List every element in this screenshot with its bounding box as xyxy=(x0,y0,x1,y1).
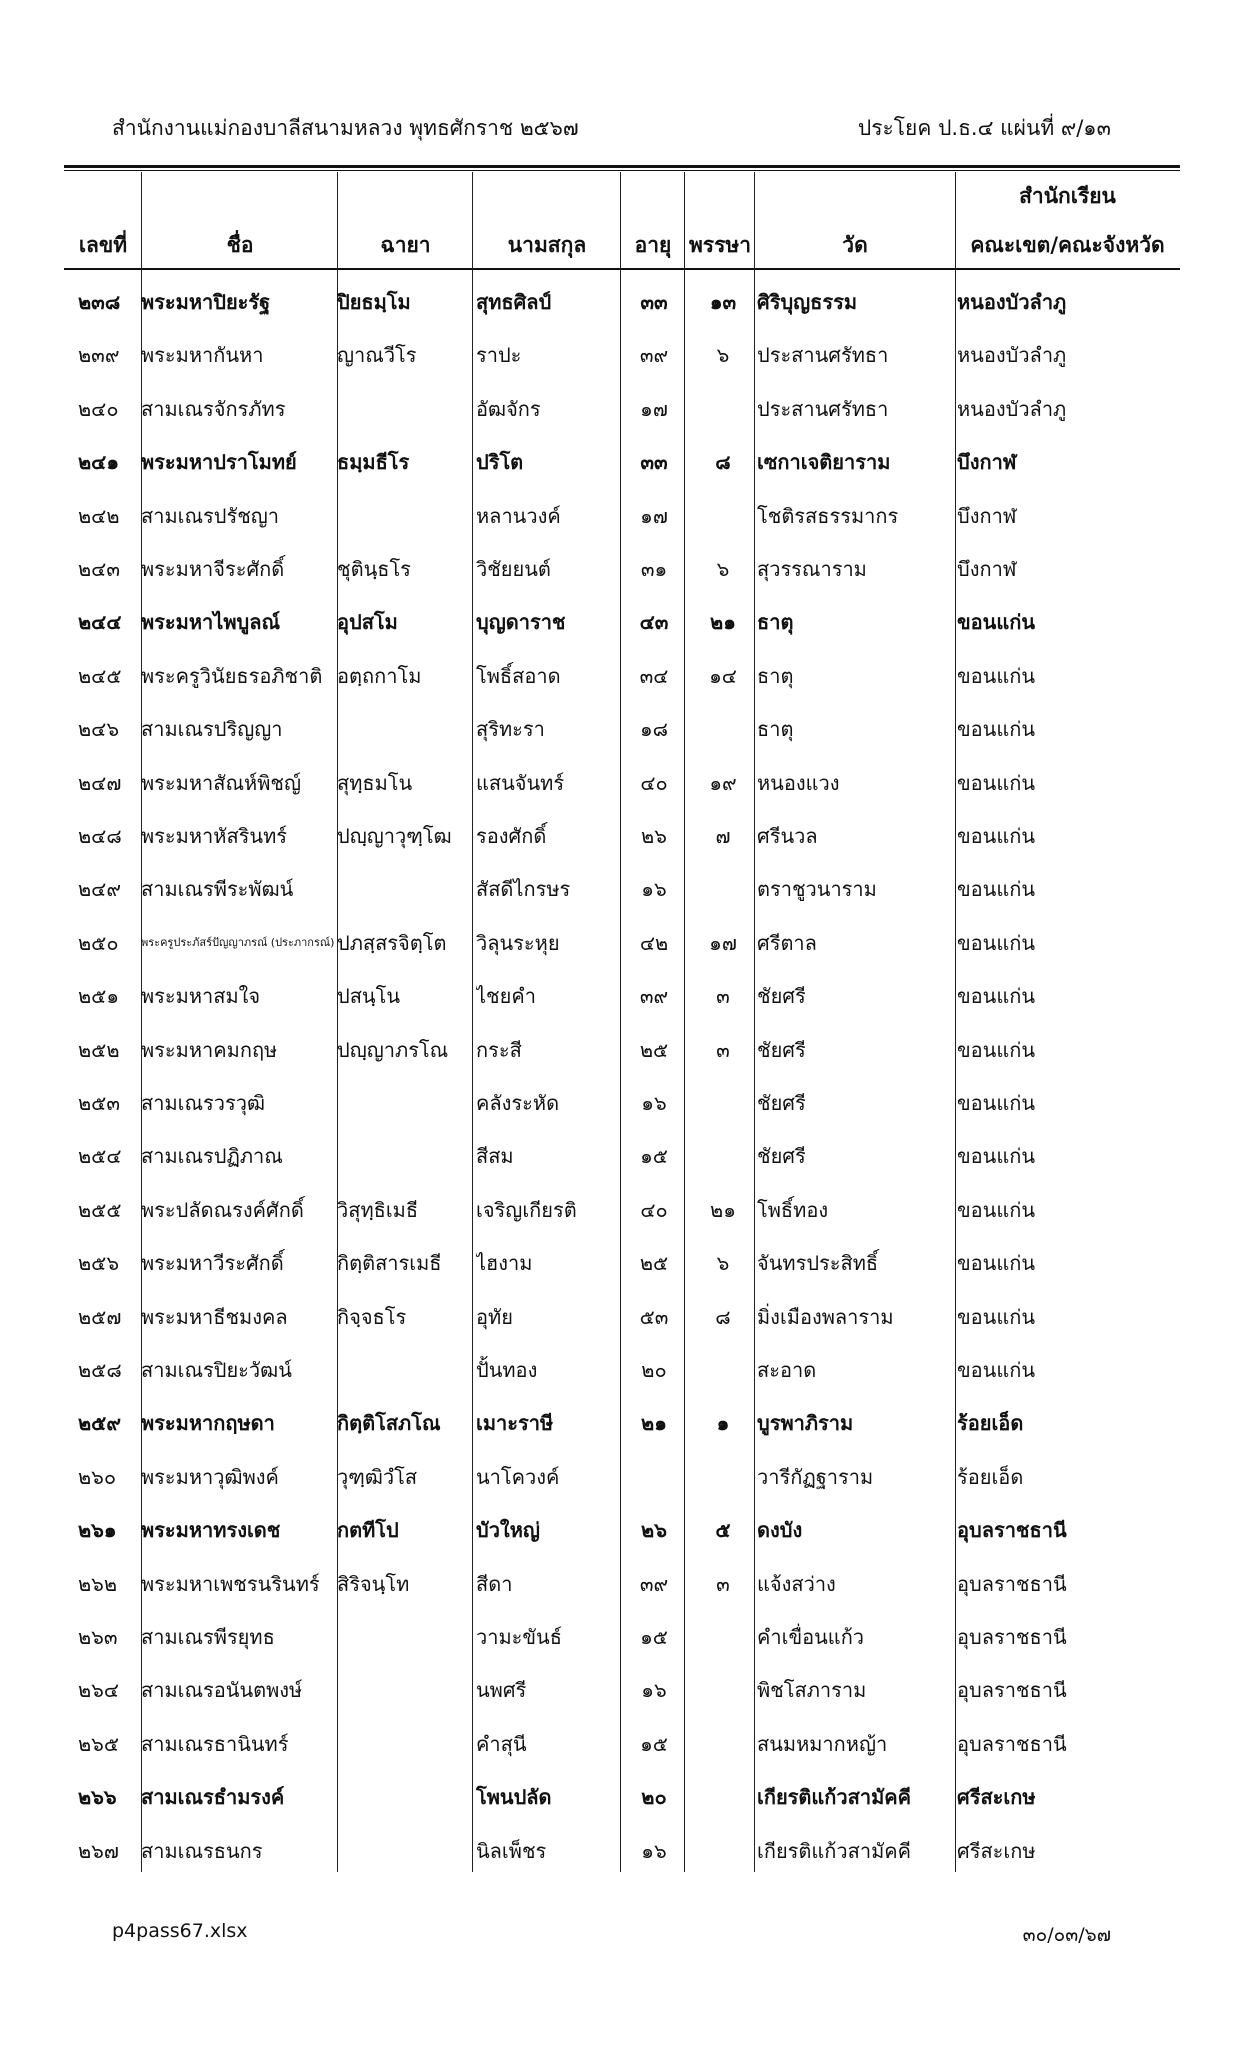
row-school: ขอนแก่น xyxy=(957,770,1036,795)
row-years: ๖ xyxy=(716,557,730,581)
table-row xyxy=(64,1821,1180,1874)
row-number: ๒๔๓ xyxy=(78,557,120,581)
table-row xyxy=(64,1500,1180,1553)
row-surname: สีดา xyxy=(476,1571,513,1596)
col-header-school-line2: คณะเขต/คณะจังหวัด xyxy=(970,233,1165,257)
row-years: ๖ xyxy=(716,1251,730,1276)
row-surname: โพนปลัด xyxy=(476,1785,552,1810)
row-name: พระมหาวุฒิพงค์ xyxy=(141,1464,279,1489)
row-name: พระมหาปิยะรัฐ xyxy=(141,290,271,314)
row-number: ๒๖๑ xyxy=(78,1518,117,1543)
row-school: ขอนแก่น xyxy=(957,984,1036,1009)
row-surname: อุทัย xyxy=(476,1304,513,1329)
row-temple: ศรีนวล xyxy=(757,824,818,848)
row-surname: วิชัยยนต์ xyxy=(476,557,551,581)
table-row xyxy=(64,1554,1180,1607)
row-temple: ดงบัง xyxy=(757,1518,803,1543)
col-header-name: ชื่อ xyxy=(226,233,254,257)
row-surname: เมาะราษี xyxy=(476,1411,554,1436)
row-age: ๒๖ xyxy=(641,1518,667,1543)
row-number: ๒๖๕ xyxy=(78,1731,120,1756)
row-number: ๒๔๘ xyxy=(78,824,122,848)
row-age: ๑๕ xyxy=(640,1144,668,1169)
row-number: ๒๕๙ xyxy=(78,1411,121,1436)
row-years: ๖ xyxy=(716,343,730,368)
row-ordination-name: กิตฺติสารเมธี xyxy=(337,1251,442,1276)
row-surname: ไชยคำ xyxy=(476,984,536,1009)
row-age: ๑๗ xyxy=(640,396,668,421)
row-years: ๑๓ xyxy=(709,290,737,314)
row-years: ๒๑ xyxy=(710,610,736,635)
row-school: ขอนแก่น xyxy=(957,824,1036,848)
row-name: สามเณรปิยะวัฒน์ xyxy=(141,1358,292,1382)
row-years: ๓ xyxy=(716,1571,730,1596)
row-age: ๓๙ xyxy=(639,984,669,1009)
row-ordination-name: สุทฺธมโน xyxy=(337,770,413,795)
row-temple: ชัยศรี xyxy=(757,984,806,1009)
row-name: พระมหาจีระศักดิ์ xyxy=(141,557,285,581)
row-age: ๒๕ xyxy=(639,1037,669,1062)
row-school: อุบลราชธานี xyxy=(957,1518,1067,1543)
row-surname: นิลเพ็ชร xyxy=(476,1838,547,1863)
col-header-temple: วัด xyxy=(842,233,868,257)
row-number: ๒๔๒ xyxy=(78,503,120,528)
row-school: ขอนแก่น xyxy=(957,930,1036,955)
row-temple: สะอาด xyxy=(757,1358,817,1382)
row-ordination-name: ปิยธมฺโม xyxy=(337,290,411,314)
row-name: พระมหาทรงเดช xyxy=(141,1518,281,1543)
row-age: ๓๓ xyxy=(640,290,668,314)
row-school: ศรีสะเกษ xyxy=(957,1838,1036,1863)
row-temple: โพธิ์ทอง xyxy=(757,1197,829,1222)
row-name: พระมหาหัสรินทร์ xyxy=(141,824,287,848)
row-number: ๒๕๐ xyxy=(78,930,119,955)
row-temple: เซกาเจติยาราม xyxy=(757,450,891,475)
row-age: ๒๑ xyxy=(641,1411,667,1436)
row-number: ๒๔๕ xyxy=(78,663,122,688)
table-row xyxy=(64,806,1180,859)
row-school: ศรีสะเกษ xyxy=(957,1785,1036,1810)
row-number: ๒๔๖ xyxy=(78,717,120,742)
row-number: ๒๖๒ xyxy=(78,1571,118,1596)
row-temple: เกียรติแก้วสามัคคี xyxy=(757,1838,912,1863)
row-number: ๒๕๑ xyxy=(78,984,120,1009)
row-age: ๑๗ xyxy=(640,503,668,528)
row-temple: ธาตุ xyxy=(757,610,794,635)
row-age: ๒๕ xyxy=(639,1251,669,1276)
page-footer-right: ๓๐/๐๓/๖๗ xyxy=(1022,1924,1111,1946)
row-surname: หลานวงค์ xyxy=(476,503,561,528)
row-number: ๒๖๗ xyxy=(78,1838,119,1863)
table-row xyxy=(64,1073,1180,1126)
row-age: ๒๖ xyxy=(641,824,667,848)
row-surname: รองศักดิ์ xyxy=(476,824,547,848)
row-temple: บูรพาภิราม xyxy=(757,1411,854,1436)
row-school: อุบลราชธานี xyxy=(957,1731,1067,1756)
row-school: อุบลราชธานี xyxy=(957,1625,1067,1649)
row-temple: พิชโสภาราม xyxy=(757,1678,867,1703)
row-surname: ราปะ xyxy=(476,343,522,368)
row-school: อุบลราชธานี xyxy=(957,1678,1067,1703)
row-number: ๒๔๔ xyxy=(78,610,122,635)
row-school: หนองบัวลำภู xyxy=(957,343,1067,368)
row-number: ๒๔๑ xyxy=(78,450,120,475)
row-number: ๒๕๕ xyxy=(78,1197,122,1222)
row-number: ๒๕๓ xyxy=(78,1091,120,1115)
table-row xyxy=(64,432,1180,485)
row-temple: ตราชูวนาราม xyxy=(757,877,877,902)
row-name: พระครูวินัยธรอภิชาติ xyxy=(141,663,323,688)
row-temple: ชัยศรี xyxy=(757,1037,806,1062)
row-name: สามเณรปริญญา xyxy=(141,717,283,742)
table-row xyxy=(64,1233,1180,1286)
row-age: ๔๒ xyxy=(639,930,669,955)
row-ordination-name: ปสนฺโน xyxy=(337,984,400,1009)
row-years: ๓ xyxy=(716,984,730,1009)
table-row xyxy=(64,486,1180,539)
row-school: ขอนแก่น xyxy=(957,1304,1036,1329)
table-row xyxy=(64,1340,1180,1393)
row-age: ๑๘ xyxy=(639,717,669,742)
row-surname: แสนจันทร์ xyxy=(476,770,565,795)
row-surname: วามะขันธ์ xyxy=(476,1625,562,1649)
row-age: ๔๓ xyxy=(639,610,669,635)
row-surname: เจริญเกียรติ xyxy=(476,1197,577,1222)
row-surname: อัฒจักร xyxy=(476,396,541,421)
table-header-rule xyxy=(64,268,1180,270)
row-school: บึงกาฬ xyxy=(957,450,1017,475)
row-age: ๑๖ xyxy=(641,877,667,902)
row-number: ๒๖๓ xyxy=(78,1625,118,1649)
col-header-age: อายุ xyxy=(634,233,672,257)
row-temple: วารีกัฏฐาราม xyxy=(757,1464,874,1489)
row-name: พระครูประภัสร์ปัญญาภรณ์ (ประภากรณ์) xyxy=(141,935,335,949)
row-name: พระมหาคมกฤษ xyxy=(141,1037,278,1062)
row-ordination-name: ปญฺญาวุฑฺโฒ xyxy=(337,824,452,848)
row-name: สามเณรธนกร xyxy=(141,1838,263,1863)
table-row xyxy=(64,859,1180,912)
table-row xyxy=(64,592,1180,645)
row-age: ๔๐ xyxy=(640,770,668,795)
row-number: ๒๔๗ xyxy=(78,770,122,795)
table-row xyxy=(64,1126,1180,1179)
row-school: ขอนแก่น xyxy=(957,717,1036,742)
row-name: พระมหาสมใจ xyxy=(141,984,261,1009)
row-ordination-name: ชุตินฺธโร xyxy=(337,557,411,581)
row-number: ๒๕๗ xyxy=(78,1304,122,1329)
table-top-rule-thin xyxy=(64,170,1180,171)
row-number: ๒๕๔ xyxy=(78,1144,122,1169)
row-name: สามเณรพีระพัฒน์ xyxy=(141,877,294,902)
row-age: ๑๕ xyxy=(640,1731,668,1756)
row-name: พระมหาเพชรนรินทร์ xyxy=(141,1571,320,1596)
table-row xyxy=(64,1767,1180,1820)
row-surname: บัวใหญ่ xyxy=(476,1518,540,1543)
row-age: ๓๑ xyxy=(640,557,668,581)
row-surname: วิลุนระหุย xyxy=(476,930,560,955)
row-surname: ปริโต xyxy=(476,450,524,475)
row-ordination-name: ธมฺมธีโร xyxy=(337,450,410,475)
row-temple: ประสานศรัทธา xyxy=(757,396,889,421)
row-surname: สัสดีไกรษร xyxy=(476,877,571,902)
row-name: สามเณรจักรภัทร xyxy=(141,396,286,421)
row-temple: คำเขื่อนแก้ว xyxy=(757,1625,865,1649)
row-temple: ธาตุ xyxy=(757,717,794,742)
row-surname: คลังระหัด xyxy=(476,1091,560,1115)
row-name: สามเณรธำมรงค์ xyxy=(141,1785,285,1810)
row-name: สามเณรพีรยุทธ xyxy=(141,1625,275,1649)
row-temple: ชัยศรี xyxy=(757,1091,806,1115)
table-row xyxy=(64,1180,1180,1233)
col-header-years: พรรษา xyxy=(688,233,752,257)
row-years: ๑๗ xyxy=(709,930,737,955)
row-surname: สุทธศิลป์ xyxy=(476,290,552,314)
row-temple: ศิริบุญธรรม xyxy=(757,290,858,314)
row-ordination-name: วิสุทฺธิเมธี xyxy=(337,1197,419,1222)
row-temple: ศรีตาล xyxy=(757,930,817,955)
row-age: ๓๙ xyxy=(639,343,669,368)
table-row xyxy=(64,1607,1180,1660)
page-header-left: สำนักงานแม่กองบาลีสนามหลวง พุทธศักราช ๒๕๖๗ xyxy=(112,116,579,140)
row-school: ร้อยเอ็ด xyxy=(957,1411,1024,1436)
row-school: หนองบัวลำภู xyxy=(957,396,1067,421)
row-number: ๒๕๒ xyxy=(78,1037,120,1062)
table-row xyxy=(64,1714,1180,1767)
row-ordination-name: อตฺถกาโม xyxy=(337,663,422,688)
row-school: ขอนแก่น xyxy=(957,663,1036,688)
row-number: ๒๖๔ xyxy=(78,1678,120,1703)
row-school: ขอนแก่น xyxy=(957,1091,1036,1115)
row-school: ขอนแก่น xyxy=(957,1251,1036,1276)
table-row xyxy=(64,1393,1180,1446)
row-temple: เกียรติแก้วสามัคคี xyxy=(757,1785,912,1810)
row-age: ๑๖ xyxy=(641,1091,667,1115)
row-temple: สนมหมากหญ้า xyxy=(757,1731,888,1756)
row-age: ๑๖ xyxy=(641,1678,667,1703)
row-ordination-name: ปญฺญาภรโณ xyxy=(337,1037,449,1062)
row-school: บึงกาฬ xyxy=(957,503,1017,528)
row-years: ๗ xyxy=(715,824,731,848)
row-school: ร้อยเอ็ด xyxy=(957,1464,1024,1489)
row-years: ๘ xyxy=(715,450,731,475)
row-number: ๒๓๙ xyxy=(78,343,120,368)
row-surname: สุริทะรา xyxy=(476,717,545,742)
row-name: พระมหาปราโมทย์ xyxy=(141,450,297,475)
row-ordination-name: วุฑฺฒิวํโส xyxy=(337,1464,418,1489)
row-surname: กระสี xyxy=(476,1037,522,1062)
row-age: ๔๐ xyxy=(640,1197,668,1222)
row-surname: นพศรี xyxy=(476,1678,527,1703)
row-age: ๑๖ xyxy=(641,1838,667,1863)
row-school: ขอนแก่น xyxy=(957,1037,1036,1062)
table-row xyxy=(64,325,1180,378)
row-temple: โชติรสธรรมากร xyxy=(757,503,899,528)
row-ordination-name: ปภสฺสรจิตฺโต xyxy=(337,930,447,955)
row-age: ๓๔ xyxy=(639,663,669,688)
row-temple: จันทรประสิทธิ์ xyxy=(757,1251,879,1276)
table-row xyxy=(64,379,1180,432)
table-row xyxy=(64,272,1180,325)
row-name: สามเณรอนันตพงษ์ xyxy=(141,1678,303,1703)
page-header-right: ประโยค ป.ธ.๔ แผ่นที่ ๙/๑๓ xyxy=(857,116,1111,140)
table-row xyxy=(64,753,1180,806)
col-header-surname: นามสกุล xyxy=(507,233,587,257)
row-ordination-name: กตทีโป xyxy=(337,1518,399,1543)
row-temple: หนองแวง xyxy=(757,770,840,795)
row-temple: ธาตุ xyxy=(757,663,794,688)
row-number: ๒๖๐ xyxy=(78,1464,117,1489)
row-ordination-name: สิริจนฺโท xyxy=(337,1571,410,1596)
row-school: บึงกาฬ xyxy=(957,557,1017,581)
row-age: ๓๙ xyxy=(639,1571,669,1596)
row-number: ๒๖๖ xyxy=(78,1785,117,1810)
row-name: พระมหาสัณห์พิชญ์ xyxy=(141,770,302,795)
col-header-num: เลขที่ xyxy=(78,233,128,257)
row-school: ขอนแก่น xyxy=(957,1358,1036,1382)
row-ordination-name: อุปสโม xyxy=(337,610,398,635)
row-name: สามเณรวรวุฒิ xyxy=(141,1091,266,1115)
row-number: ๒๔๐ xyxy=(78,396,119,421)
row-name: พระมหาวีระศักดิ์ xyxy=(141,1251,284,1276)
table-row xyxy=(64,699,1180,752)
table-row xyxy=(64,646,1180,699)
row-surname: บุญดาราช xyxy=(476,610,566,635)
row-age: ๒๐ xyxy=(641,1358,667,1382)
table-row xyxy=(64,1447,1180,1500)
row-number: ๒๕๖ xyxy=(78,1251,120,1276)
row-school: อุบลราชธานี xyxy=(957,1571,1067,1596)
row-surname: นาโควงค์ xyxy=(476,1464,560,1489)
row-surname: ปั้นทอง xyxy=(476,1358,538,1382)
row-temple: แจ้งสว่าง xyxy=(757,1571,836,1596)
row-school: ขอนแก่น xyxy=(957,1144,1036,1169)
row-name: สามเณรปรัชญา xyxy=(141,503,280,528)
col-header-school-line1: สำนักเรียน xyxy=(1019,184,1116,208)
table-row xyxy=(64,1660,1180,1713)
row-name: สามเณรปฏิภาณ xyxy=(141,1144,283,1169)
row-temple: สุวรรณาราม xyxy=(757,557,867,581)
row-age: ๑๕ xyxy=(640,1625,668,1649)
row-number: ๒๓๘ xyxy=(78,290,121,314)
row-temple: ประสานศรัทธา xyxy=(757,343,889,368)
row-number: ๒๔๙ xyxy=(78,877,121,902)
table-top-rule xyxy=(64,165,1180,168)
row-name: พระมหาไพบูลณ์ xyxy=(141,610,281,635)
row-ordination-name: กิตฺติโสภโณ xyxy=(337,1411,441,1436)
row-years: ๕ xyxy=(715,1518,731,1543)
row-school: ขอนแก่น xyxy=(957,1197,1036,1222)
row-ordination-name: กิจฺจธโร xyxy=(337,1304,407,1329)
row-name: พระมหาธีชมงคล xyxy=(141,1304,288,1329)
row-name: พระปลัดณรงค์ศักดิ์ xyxy=(141,1197,304,1222)
row-name: พระมหากฤษดา xyxy=(141,1411,275,1436)
row-school: ขอนแก่น xyxy=(957,610,1036,635)
table-row xyxy=(64,539,1180,592)
row-years: ๓ xyxy=(716,1037,730,1062)
row-ordination-name: ญาณวีโร xyxy=(337,343,417,368)
row-school: หนองบัวลำภู xyxy=(957,290,1067,314)
row-age: ๓๓ xyxy=(640,450,668,475)
row-number: ๒๕๘ xyxy=(78,1358,122,1382)
table-row xyxy=(64,913,1180,966)
row-years: ๑๙ xyxy=(709,770,737,795)
row-years: ๘ xyxy=(715,1304,731,1329)
row-name: สามเณรธานินทร์ xyxy=(141,1731,289,1756)
row-temple: มิ่งเมืองพลาราม xyxy=(757,1304,894,1329)
row-surname: สีสม xyxy=(476,1144,514,1169)
row-name: พระมหากันหา xyxy=(141,343,264,368)
row-age: ๕๓ xyxy=(639,1304,669,1329)
table-row xyxy=(64,1287,1180,1340)
table-row xyxy=(64,966,1180,1019)
row-years: ๑ xyxy=(716,1411,730,1436)
row-surname: ไฮงาม xyxy=(476,1251,533,1276)
row-years: ๑๔ xyxy=(709,663,737,688)
page-footer-left: p4pass67.xlsx xyxy=(112,1920,248,1942)
row-surname: คำสุนี xyxy=(476,1731,527,1756)
row-school: ขอนแก่น xyxy=(957,877,1036,902)
row-age: ๒๐ xyxy=(641,1785,667,1810)
row-temple: ชัยศรี xyxy=(757,1144,806,1169)
row-surname: โพธิ์สอาด xyxy=(476,663,561,688)
table-row xyxy=(64,1020,1180,1073)
row-years: ๒๑ xyxy=(710,1197,736,1222)
col-header-ordination: ฉายา xyxy=(380,233,431,257)
